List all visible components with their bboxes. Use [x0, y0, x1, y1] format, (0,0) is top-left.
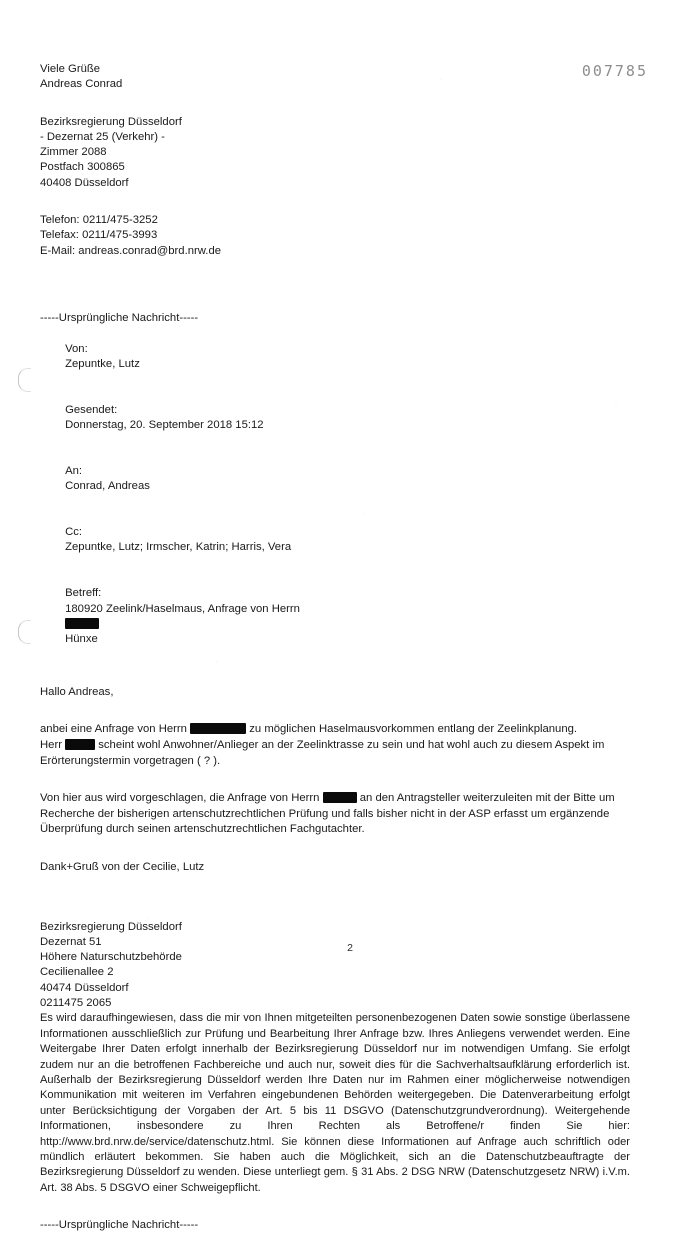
paragraph-2-segment-b: an den Antragsteller weiterzuleiten mit der Bitte um Recherche der bisherigen artenschutzrechtlichen Prüfung und falls bisher nicht in der ASP erfasst um ergänzende Überprüfung durch seinen artenschutzrechtlichen Fachgutachter.	[40, 792, 615, 836]
header-sent-value: Donnerstag, 20. September 2018 15:12	[65, 419, 264, 432]
footer-original-message-separator: -----Ursprüngliche Nachricht-----	[40, 1219, 199, 1232]
original-message-separator: -----Ursprüngliche Nachricht-----	[40, 311, 199, 324]
sender-address-line: Postfach 300865	[40, 161, 125, 174]
redaction-bar	[65, 739, 95, 750]
sender-fax: Telefax: 0211/475-3993	[40, 229, 158, 242]
header-cc-label: Cc:	[65, 526, 83, 539]
sender-address-line: 40408 Düsseldorf	[40, 176, 129, 189]
header-subject-value-pre: 180920 Zeelink/Haselmaus, Anfrage von Herrn	[65, 602, 300, 615]
signature-line: Cecilienallee 2	[40, 966, 114, 979]
header-from-label: Von:	[65, 342, 88, 355]
sender-address	[40, 115, 630, 191]
body-paragraph-1	[40, 722, 630, 769]
signature-line: Höhere Naturschutzbehörde	[40, 951, 182, 964]
sender-phone: Telefon: 0211/475-3252	[40, 214, 158, 227]
signature-line: Dezernat 51	[40, 935, 102, 948]
punch-hole-mark	[18, 620, 31, 644]
header-subject-value-post: Hünxe	[65, 633, 98, 646]
body-paragraph-2	[40, 791, 630, 838]
signature-line: 40474 Düsseldorf	[40, 981, 129, 994]
body-salutation: Hallo Andreas,	[40, 685, 114, 698]
closing-greeting-line-2: Andreas Conrad	[40, 78, 123, 91]
header-to-label: An:	[65, 464, 83, 477]
redaction-bar	[65, 618, 99, 629]
header-subject	[40, 571, 630, 663]
redaction-bar	[190, 723, 246, 734]
paragraph-1-segment-d: scheint wohl Anwohner/Anlieger an der Zeelinktrasse zu sein und hat wohl auch zu diesem Aspekt im Erörterungstermin vorgetragen ( ? ).	[40, 738, 605, 767]
header-subject-label: Betreff:	[65, 587, 102, 600]
paragraph-1-segment-a: anbei eine Anfrage von Herrn	[40, 723, 187, 736]
header-cc	[40, 510, 630, 571]
sender-address-line: Bezirksregierung Düsseldorf	[40, 115, 182, 128]
paragraph-1-segment-c: Herr	[40, 738, 62, 751]
closing-greeting-line-1: Viele Grüße	[40, 63, 101, 75]
header-from-value: Zepuntke, Lutz	[65, 357, 140, 370]
document-body	[40, 62, 630, 1234]
sender-contact	[40, 213, 630, 259]
page-number: 2	[347, 942, 353, 954]
signature-line: 0211475 2065	[40, 997, 112, 1010]
closing-greeting	[40, 62, 630, 93]
signature-line: Bezirksregierung Düsseldorf	[40, 920, 182, 933]
header-sent-label: Gesendet:	[65, 403, 118, 416]
header-to	[40, 449, 630, 510]
header-cc-value: Zepuntke, Lutz; Irmscher, Katrin; Harris, Vera	[65, 541, 292, 554]
body-signoff: Dank+Gruß von der Cecilie, Lutz	[40, 860, 205, 873]
signature-block	[40, 920, 630, 1012]
original-message-header	[40, 311, 630, 663]
paragraph-2-segment-a: Von hier aus wird vorgeschlagen, die Anfrage von Herrn	[40, 792, 320, 805]
sender-address-line: - Dezernat 25 (Verkehr) -	[40, 130, 165, 143]
header-to-value: Conrad, Andreas	[65, 480, 150, 493]
header-sent	[40, 387, 630, 448]
document-stamp-number: 007785	[581, 62, 648, 80]
sender-email: E-Mail: andreas.conrad@brd.nrw.de	[40, 244, 222, 257]
header-from	[40, 326, 630, 387]
privacy-notice: Es wird daraufhingewiesen, dass die mir von Ihnen mitgeteilten personenbezogenen Daten sowie sonstige überlassene Informationen ausschließlich zur Prüfung und Bearbeitung Ihrer Anfrage bzw. Ihres Anliegens verwendet werden. Eine Weitergabe Ihrer Daten erfolgt innerhalb der Bezirksregierung Düsseldorf nur im notwendigen Umfang. Sie erfolgt zudem nur an die betroffenen Fachbereiche und auch nur, soweit dies für die Sachverhaltsaufklärung erforderlich ist. Außerhalb der Bezirksregierung Düsseldorf werden Ihre Daten nur im Rahmen einer möglicherweise notwendigen Kommunikation mit weiteren im Verfahren eingebundenen Behörden weitergegeben. Die Datenverarbeitung erfolgt unter Berücksichtigung der Vorgaben der Art. 5 bis 11 DSGVO (Datenschutzgrundverordnung). Weitergehende Informationen, insbesondere zu Ihren Rechten als Betroffene/r finden Sie hier: http://www.brd.nrw.de/service/datenschutz.html. Sie können diese Informationen auf Anfrage auch schriftlich oder mündlich erläutert bekommen. Sie haben auch die Möglichkeit, sich an die Datenschutzbeauftragte der Bezirksregierung Düsseldorf zu wenden. Diese unterliegt gem. § 31 Abs. 2 DSG NRW (Datenschutzgesetz NRW) i.V.m. Art. 38 Abs. 5 DSGVO einer Schweigepflicht.	[40, 1012, 630, 1194]
redaction-bar	[323, 792, 357, 803]
paragraph-1-segment-b: zu möglichen Haselmausvorkommen entlang der Zeelinkplanung.	[249, 723, 578, 736]
sender-address-line: Zimmer 2088	[40, 146, 107, 159]
punch-hole-mark	[18, 368, 31, 392]
